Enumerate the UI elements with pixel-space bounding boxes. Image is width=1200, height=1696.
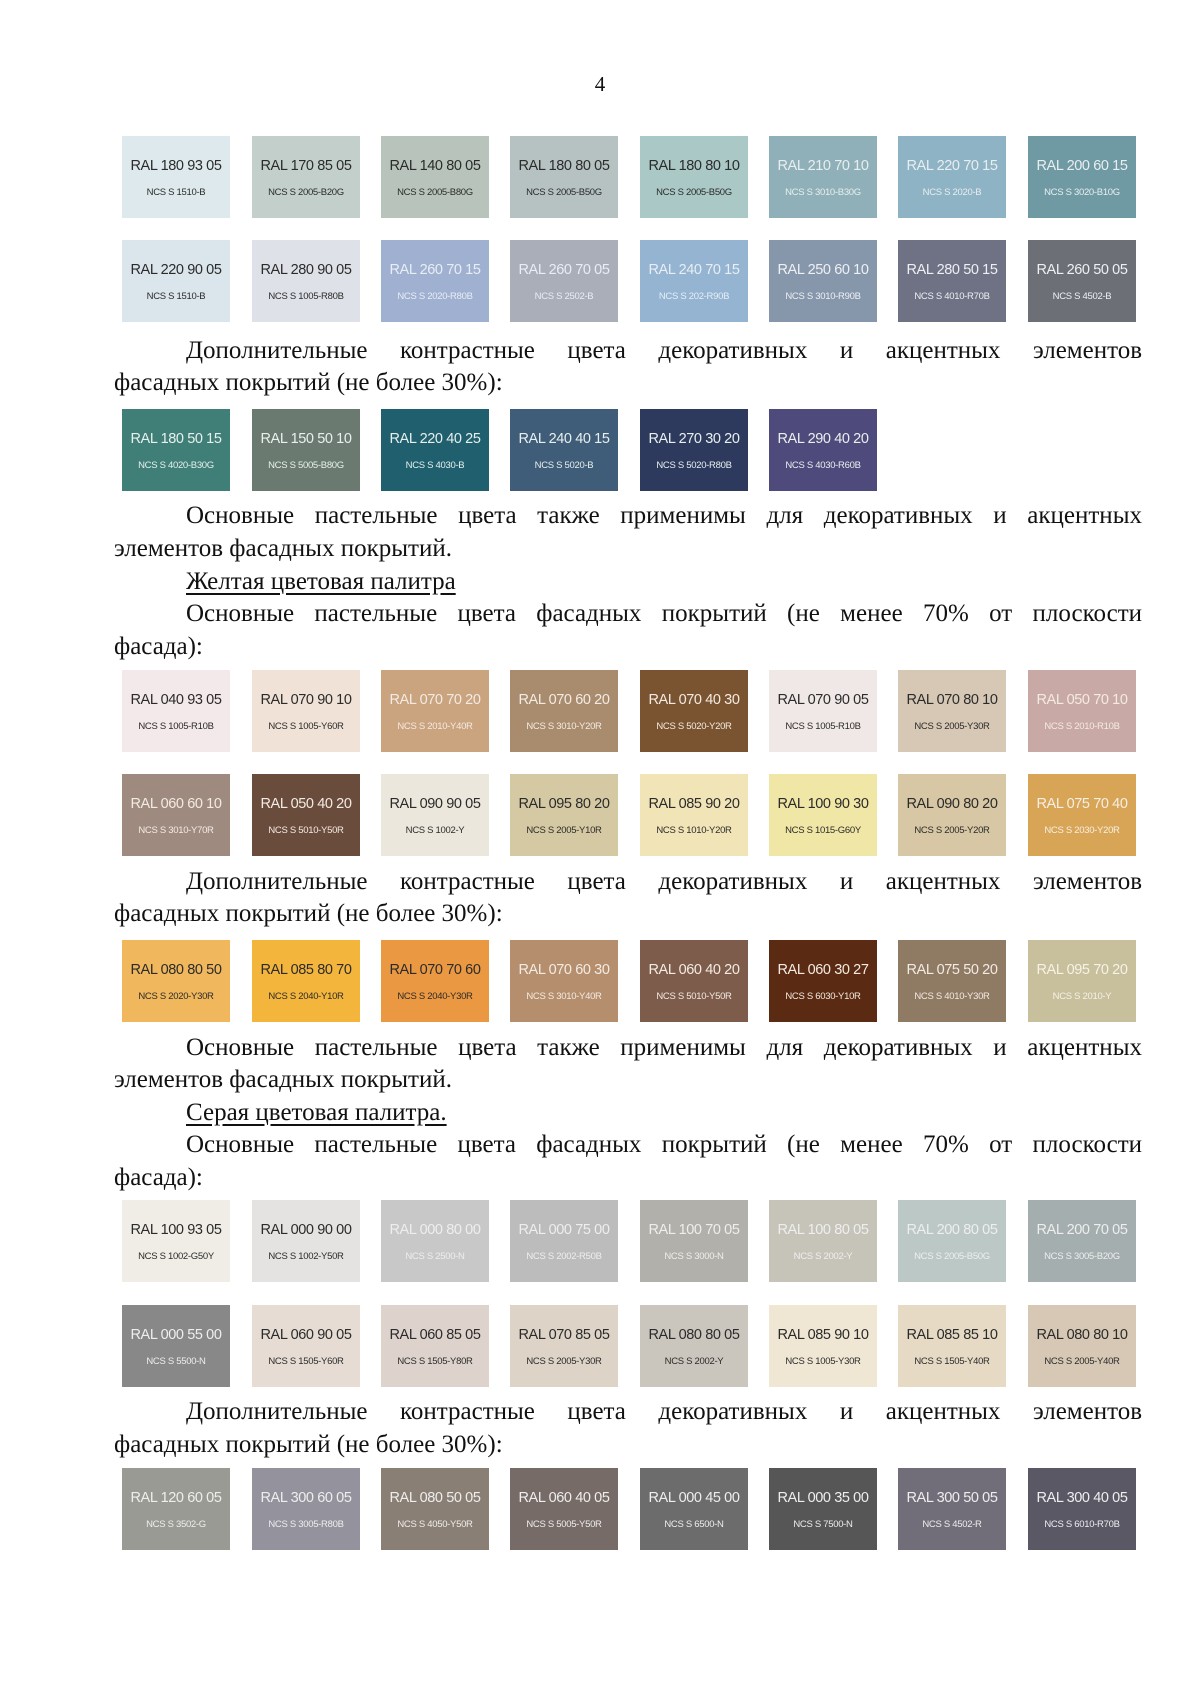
swatch-row [0, 240, 1200, 324]
color-swatch [122, 240, 230, 322]
ncs-code: NCS S 1510-B [146, 291, 206, 302]
ncs-code: NCS S 4502-B [1052, 291, 1112, 302]
ncs-code: NCS S 2502-B [534, 291, 594, 302]
ral-code: RAL 050 70 10 [1036, 692, 1128, 708]
ncs-code: NCS S 2020-B [922, 187, 982, 198]
color-swatch [252, 940, 360, 1022]
ral-code: RAL 100 70 05 [648, 1222, 740, 1238]
ncs-code: NCS S 2002-Y [664, 1356, 724, 1367]
color-swatch [769, 136, 877, 218]
ral-code: RAL 220 70 15 [906, 158, 998, 174]
paragraph-line: элементов фасадных покрытий. [114, 1066, 452, 1093]
color-swatch [510, 136, 618, 218]
ncs-code: NCS S 2010-Y40R [397, 721, 473, 732]
ral-code: RAL 120 60 05 [130, 1490, 222, 1506]
color-swatch [252, 1305, 360, 1387]
color-swatch [640, 1468, 748, 1550]
ral-code: RAL 060 30 27 [777, 962, 869, 978]
ral-code: RAL 000 55 00 [130, 1327, 222, 1343]
color-swatch [122, 1200, 230, 1282]
color-swatch [898, 1468, 1006, 1550]
color-swatch [769, 940, 877, 1022]
swatch-row [0, 670, 1200, 754]
ral-code: RAL 050 40 20 [260, 796, 352, 812]
color-swatch [640, 240, 748, 322]
ncs-code: NCS S 3502-G [146, 1519, 206, 1530]
ncs-code: NCS S 1510-B [146, 187, 206, 198]
swatch-row [0, 774, 1200, 858]
ral-code: RAL 260 50 05 [1036, 262, 1128, 278]
color-swatch [1028, 136, 1136, 218]
ncs-code: NCS S 1005-R10B [138, 721, 214, 732]
ral-code: RAL 180 80 10 [648, 158, 740, 174]
ral-code: RAL 070 85 05 [518, 1327, 610, 1343]
color-swatch [898, 136, 1006, 218]
ncs-code: NCS S 1002-Y [405, 825, 465, 836]
ncs-code: NCS S 5020-B [534, 460, 594, 471]
ral-code: RAL 100 90 30 [777, 796, 869, 812]
color-swatch [381, 1200, 489, 1282]
ncs-code: NCS S 2040-Y10R [268, 991, 344, 1002]
ncs-code: NCS S 5005-Y50R [526, 1519, 602, 1530]
ral-code: RAL 220 40 25 [389, 431, 481, 447]
ncs-code: NCS S 6010-R70B [1044, 1519, 1120, 1530]
color-swatch [898, 1305, 1006, 1387]
color-swatch [381, 1305, 489, 1387]
section-heading-grey: Серая цветовая палитра. [186, 1099, 447, 1126]
color-swatch [122, 1305, 230, 1387]
ral-code: RAL 040 93 05 [130, 692, 222, 708]
ral-code: RAL 070 60 30 [518, 962, 610, 978]
color-swatch [122, 409, 230, 491]
color-swatch [510, 940, 618, 1022]
ral-code: RAL 080 50 05 [389, 1490, 481, 1506]
ral-code: RAL 220 90 05 [130, 262, 222, 278]
ral-code: RAL 090 90 05 [389, 796, 481, 812]
ral-code: RAL 070 90 10 [260, 692, 352, 708]
color-swatch [769, 1468, 877, 1550]
ncs-code: NCS S 2005-B50G [656, 187, 732, 198]
color-swatch [769, 240, 877, 322]
paragraph-line: Дополнительные контрастные цвета декоративных и акцентных элементов [186, 337, 1142, 364]
ral-code: RAL 280 90 05 [260, 262, 352, 278]
ncs-code: NCS S 4030-R60B [785, 460, 861, 471]
color-swatch [1028, 240, 1136, 322]
color-swatch [252, 1200, 360, 1282]
paragraph-line: Дополнительные контрастные цвета декоративных и акцентных элементов [186, 868, 1142, 895]
ral-code: RAL 075 50 20 [906, 962, 998, 978]
color-swatch [1028, 774, 1136, 856]
swatch-row [0, 409, 1200, 493]
ncs-code: NCS S 1002-Y50R [268, 1251, 344, 1262]
color-swatch [122, 1468, 230, 1550]
ncs-code: NCS S 5500-N [146, 1356, 206, 1367]
ncs-code: NCS S 7500-N [793, 1519, 853, 1530]
ncs-code: NCS S 2005-Y30R [526, 1356, 602, 1367]
ral-code: RAL 070 60 20 [518, 692, 610, 708]
swatch-row [0, 136, 1200, 220]
ral-code: RAL 140 80 05 [389, 158, 481, 174]
color-swatch [510, 240, 618, 322]
color-swatch [510, 1200, 618, 1282]
paragraph-line: Основные пастельные цвета фасадных покрытий (не менее 70% от плоскости [186, 1131, 1142, 1158]
ncs-code: NCS S 4020-B30G [138, 460, 214, 471]
ral-code: RAL 085 85 10 [906, 1327, 998, 1343]
ncs-code: NCS S 1505-Y80R [397, 1356, 473, 1367]
ncs-code: NCS S 2002-R50B [526, 1251, 602, 1262]
color-swatch [640, 1200, 748, 1282]
color-swatch [252, 409, 360, 491]
ral-code: RAL 300 50 05 [906, 1490, 998, 1506]
ncs-code: NCS S 1010-Y20R [656, 825, 732, 836]
color-swatch [640, 136, 748, 218]
ncs-code: NCS S 1505-Y40R [914, 1356, 990, 1367]
color-swatch [1028, 1200, 1136, 1282]
ral-code: RAL 095 80 20 [518, 796, 610, 812]
ncs-code: NCS S 3010-R90B [785, 291, 861, 302]
ral-code: RAL 240 70 15 [648, 262, 740, 278]
color-swatch [381, 940, 489, 1022]
paragraph-line: фасадных покрытий (не более 30%): [114, 1431, 503, 1458]
color-swatch [769, 409, 877, 491]
color-swatch [510, 774, 618, 856]
ral-code: RAL 070 40 30 [648, 692, 740, 708]
ncs-code: NCS S 2005-Y30R [914, 721, 990, 732]
ncs-code: NCS S 4010-R70B [914, 291, 990, 302]
section-heading-yellow: Желтая цветовая палитра [186, 568, 456, 595]
color-swatch [1028, 940, 1136, 1022]
ncs-code: NCS S 2002-Y [793, 1251, 853, 1262]
color-swatch [769, 774, 877, 856]
ral-code: RAL 260 70 05 [518, 262, 610, 278]
color-swatch [510, 409, 618, 491]
ncs-code: NCS S 2005-B50G [914, 1251, 990, 1262]
color-swatch [381, 774, 489, 856]
ral-code: RAL 000 90 00 [260, 1222, 352, 1238]
ral-code: RAL 060 90 05 [260, 1327, 352, 1343]
paragraph-line: фасадных покрытий (не более 30%): [114, 900, 503, 927]
paragraph-line: фасада): [114, 1164, 203, 1191]
ncs-code: NCS S 3020-B10G [1044, 187, 1120, 198]
ncs-code: NCS S 2005-Y10R [526, 825, 602, 836]
color-swatch [640, 670, 748, 752]
paragraph-line: элементов фасадных покрытий. [114, 535, 452, 562]
ral-code: RAL 200 70 05 [1036, 1222, 1128, 1238]
ncs-code: NCS S 5020-R80B [656, 460, 732, 471]
paragraph-line: Основные пастельные цвета фасадных покрытий (не менее 70% от плоскости [186, 600, 1142, 627]
paragraph-line: Основные пастельные цвета также применимы для декоративных и акцентных [186, 502, 1142, 529]
color-swatch [1028, 1305, 1136, 1387]
swatch-row [0, 1200, 1200, 1284]
ncs-code: NCS S 3010-Y70R [138, 825, 214, 836]
ral-code: RAL 240 40 15 [518, 431, 610, 447]
ncs-code: NCS S 2500-N [405, 1251, 465, 1262]
ncs-code: NCS S 2005-B20G [268, 187, 344, 198]
ral-code: RAL 000 35 00 [777, 1490, 869, 1506]
ral-code: RAL 060 60 10 [130, 796, 222, 812]
ncs-code: NCS S 2020-Y30R [138, 991, 214, 1002]
ncs-code: NCS S 5005-B80G [268, 460, 344, 471]
ncs-code: NCS S 6500-N [664, 1519, 724, 1530]
ncs-code: NCS S 4010-Y30R [914, 991, 990, 1002]
ral-code: RAL 080 80 10 [1036, 1327, 1128, 1343]
color-swatch [381, 240, 489, 322]
color-swatch [122, 940, 230, 1022]
ral-code: RAL 260 70 15 [389, 262, 481, 278]
color-swatch [640, 409, 748, 491]
ncs-code: NCS S 2005-Y40R [1044, 1356, 1120, 1367]
paragraph-line: Дополнительные контрастные цвета декоративных и акцентных элементов [186, 1398, 1142, 1425]
ral-code: RAL 200 80 05 [906, 1222, 998, 1238]
ral-code: RAL 250 60 10 [777, 262, 869, 278]
color-swatch [898, 240, 1006, 322]
ncs-code: NCS S 5020-Y20R [656, 721, 732, 732]
swatch-row [0, 1305, 1200, 1389]
color-swatch [898, 940, 1006, 1022]
color-swatch [122, 774, 230, 856]
ncs-code: NCS S 2005-B80G [397, 187, 473, 198]
ral-code: RAL 100 93 05 [130, 1222, 222, 1238]
ral-code: RAL 000 75 00 [518, 1222, 610, 1238]
ncs-code: NCS S 3010-B30G [785, 187, 861, 198]
color-swatch [1028, 1468, 1136, 1550]
ncs-code: NCS S 3010-Y40R [526, 991, 602, 1002]
ral-code: RAL 300 40 05 [1036, 1490, 1128, 1506]
ral-code: RAL 000 45 00 [648, 1490, 740, 1506]
color-swatch [381, 136, 489, 218]
color-swatch [252, 670, 360, 752]
ral-code: RAL 280 50 15 [906, 262, 998, 278]
ral-code: RAL 290 40 20 [777, 431, 869, 447]
ncs-code: NCS S 4050-Y50R [397, 1519, 473, 1530]
color-swatch [510, 1305, 618, 1387]
paragraph-line: фасадных покрытий (не более 30%): [114, 369, 503, 396]
ral-code: RAL 170 85 05 [260, 158, 352, 174]
swatch-row [0, 940, 1200, 1024]
ral-code: RAL 080 80 05 [648, 1327, 740, 1343]
color-swatch [381, 1468, 489, 1550]
ral-code: RAL 060 40 20 [648, 962, 740, 978]
ncs-code: NCS S 6030-Y10R [785, 991, 861, 1002]
ncs-code: NCS S 2010-R10B [1044, 721, 1120, 732]
color-swatch [769, 1200, 877, 1282]
ncs-code: NCS S 5010-Y50R [268, 825, 344, 836]
color-swatch [252, 240, 360, 322]
ral-code: RAL 200 60 15 [1036, 158, 1128, 174]
paragraph-line: Основные пастельные цвета также применимы для декоративных и акцентных [186, 1034, 1142, 1061]
ncs-code: NCS S 3005-B20G [1044, 1251, 1120, 1262]
ncs-code: NCS S 4030-B [405, 460, 465, 471]
ncs-code: NCS S 1505-Y60R [268, 1356, 344, 1367]
ncs-code: NCS S 2010-Y [1052, 991, 1112, 1002]
color-swatch [381, 409, 489, 491]
ral-code: RAL 000 80 00 [389, 1222, 481, 1238]
ncs-code: NCS S 1015-G60Y [785, 825, 861, 836]
ncs-code: NCS S 1005-Y60R [268, 721, 344, 732]
ral-code: RAL 085 90 10 [777, 1327, 869, 1343]
ral-code: RAL 300 60 05 [260, 1490, 352, 1506]
color-swatch [640, 774, 748, 856]
ncs-code: NCS S 3005-R80B [268, 1519, 344, 1530]
color-swatch [898, 670, 1006, 752]
color-swatch [1028, 670, 1136, 752]
ral-code: RAL 070 70 20 [389, 692, 481, 708]
color-swatch [510, 670, 618, 752]
page-number: 4 [594, 72, 606, 96]
ral-code: RAL 095 70 20 [1036, 962, 1128, 978]
ncs-code: NCS S 202-R90B [658, 291, 730, 302]
paragraph-line: фасада): [114, 633, 203, 660]
ncs-code: NCS S 2005-Y20R [914, 825, 990, 836]
ncs-code: NCS S 1005-R80B [268, 291, 344, 302]
ncs-code: NCS S 4502-R [922, 1519, 982, 1530]
ncs-code: NCS S 3010-Y20R [526, 721, 602, 732]
ral-code: RAL 070 80 10 [906, 692, 998, 708]
ncs-code: NCS S 3000-N [664, 1251, 724, 1262]
color-swatch [252, 774, 360, 856]
ral-code: RAL 070 90 05 [777, 692, 869, 708]
ral-code: RAL 085 90 20 [648, 796, 740, 812]
ral-code: RAL 270 30 20 [648, 431, 740, 447]
color-swatch [640, 940, 748, 1022]
color-swatch [640, 1305, 748, 1387]
color-swatch [122, 670, 230, 752]
ral-code: RAL 150 50 10 [260, 431, 352, 447]
ncs-code: NCS S 1005-R10B [785, 721, 861, 732]
color-swatch [122, 136, 230, 218]
color-swatch [769, 670, 877, 752]
ncs-code: NCS S 2040-Y30R [397, 991, 473, 1002]
ral-code: RAL 060 85 05 [389, 1327, 481, 1343]
color-swatch [769, 1305, 877, 1387]
ral-code: RAL 180 93 05 [130, 158, 222, 174]
ncs-code: NCS S 1005-Y30R [785, 1356, 861, 1367]
ral-code: RAL 080 80 50 [130, 962, 222, 978]
swatch-row [0, 1468, 1200, 1552]
color-swatch [898, 1200, 1006, 1282]
ral-code: RAL 100 80 05 [777, 1222, 869, 1238]
ral-code: RAL 070 70 60 [389, 962, 481, 978]
ral-code: RAL 075 70 40 [1036, 796, 1128, 812]
color-swatch [252, 1468, 360, 1550]
ral-code: RAL 210 70 10 [777, 158, 869, 174]
color-swatch [252, 136, 360, 218]
ncs-code: NCS S 2005-B50G [526, 187, 602, 198]
ncs-code: NCS S 2020-R80B [397, 291, 473, 302]
color-swatch [510, 1468, 618, 1550]
ncs-code: NCS S 1002-G50Y [138, 1251, 214, 1262]
ral-code: RAL 180 80 05 [518, 158, 610, 174]
color-swatch [381, 670, 489, 752]
ral-code: RAL 180 50 15 [130, 431, 222, 447]
ral-code: RAL 090 80 20 [906, 796, 998, 812]
ral-code: RAL 085 80 70 [260, 962, 352, 978]
ral-code: RAL 060 40 05 [518, 1490, 610, 1506]
ncs-code: NCS S 2030-Y20R [1044, 825, 1120, 836]
ncs-code: NCS S 5010-Y50R [656, 991, 732, 1002]
color-swatch [898, 774, 1006, 856]
